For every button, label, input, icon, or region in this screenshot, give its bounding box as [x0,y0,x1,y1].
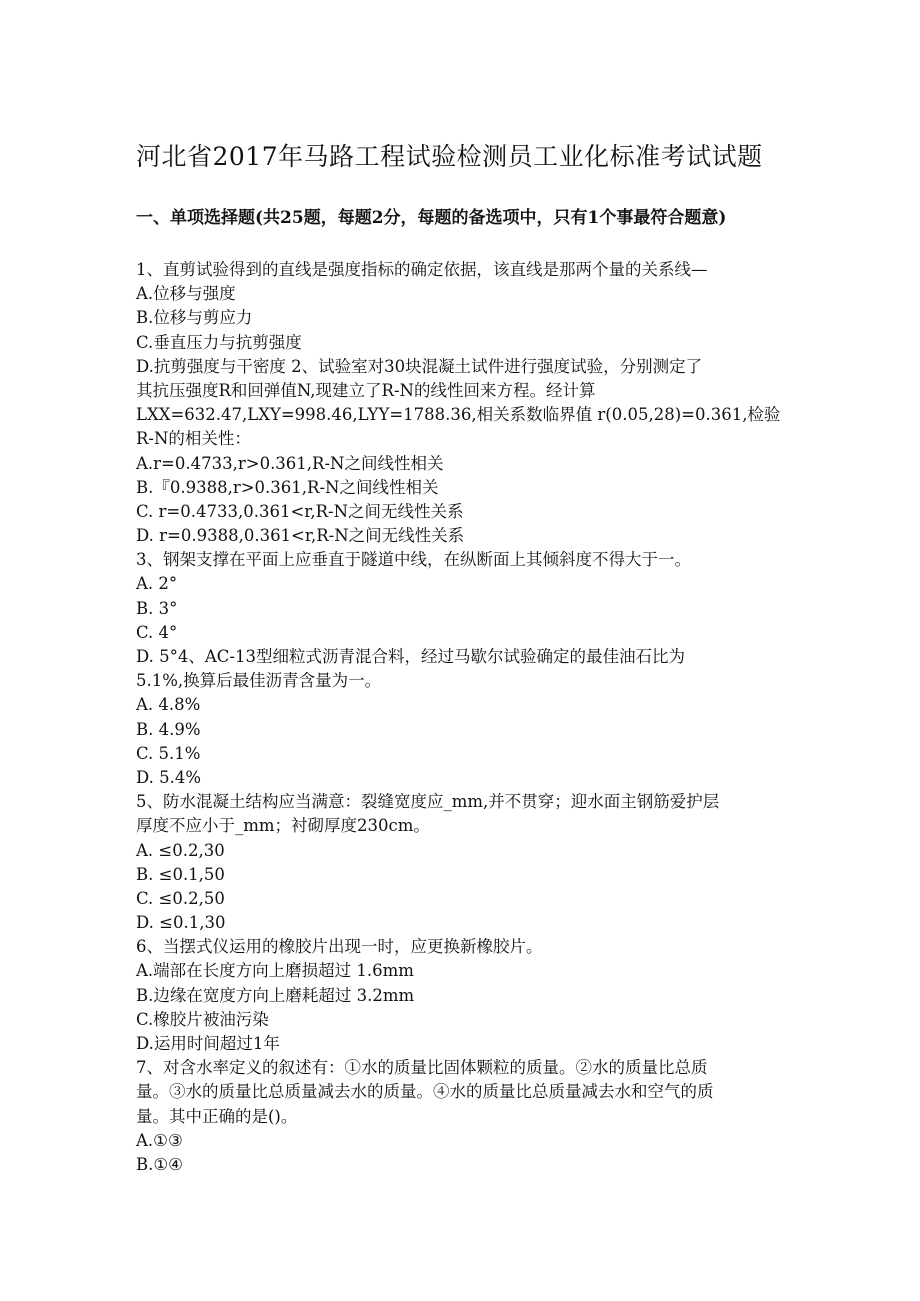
text-line: B.『0.9388,r>0.361,R-N之间线性相关 [136,477,439,497]
text-line: C. ≤0.2,50 [136,888,225,908]
text-line: 5.1%,换算后最佳沥青含量为一。 [136,671,382,691]
text-line: A.端部在长度方向上磨损超过 1.6mm [136,961,414,981]
text-line: B.边缘在宽度方向上磨耗超过 3.2mm [136,985,415,1005]
text-line: 3、钢架支撑在平面上应垂直于隧道中线，在纵断面上其倾斜度不得大于一。 [136,550,691,570]
text-line: B. ≤0.1,50 [136,864,225,884]
text-line: B.①④ [136,1154,183,1174]
text-line: A. ≤0.2,30 [136,840,225,860]
text-line: 厚度不应小于_mm；衬砌厚度230cm。 [136,816,430,836]
text-line: D. 5.4% [136,767,202,787]
text-line: 其抗压强度R和回弹值N,现建立了R-N的线性回来方程。经计算 [136,380,596,400]
text-line: C. 5.1% [136,743,201,763]
text-line: A. 4.8% [136,695,201,715]
text-line: 量。③水的质量比总质量减去水的质量。④水的质量比总质量减去水和空气的质 [136,1082,714,1102]
question-body [136,258,791,1177]
text-line: C. 4° [136,622,178,642]
text-line: 6、当摆式仪运用的橡胶片出现一时，应更换新橡胶片。 [136,937,543,957]
text-line: B.位移与剪应力 [136,308,253,328]
text-line: D. r=0.9388,0.361<r,R-N之间无线性关系 [136,526,465,546]
text-line: B. 4.9% [136,719,201,739]
text-line: A. 2° [136,574,178,594]
text-line: D. ≤0.1,30 [136,913,226,933]
text-line: 7、对含水率定义的叙述有：①水的质量比固体颗粒的质量。②水的质量比总质 [136,1058,708,1078]
text-line: B. 3° [136,598,178,618]
text-line: 1、直剪试验得到的直线是强度指标的确定依据，该直线是那两个量的关系线— [136,260,708,279]
text-line: R-N的相关性： [136,429,251,449]
text-line: LXX=632.47,LXY=998.46,LYY=1788.36,相关系数临界值 r(0.05,28)=0.361,检验 [136,405,781,425]
text-line: C. r=0.4733,0.361<r,R-N之间无线性关系 [136,501,464,521]
text-line: D. 5°4、AC-13型细粒式沥青混合料，经过马歇尔试验确定的最佳油石比为 [136,647,685,666]
text-line: A.r=0.4733,r>0.361,R-N之间线性相关 [136,453,444,473]
text-line: A.①③ [136,1130,183,1150]
text-line: C.垂直压力与抗剪强度 [136,332,302,352]
text-line: 量。其中正确的是()。 [136,1106,298,1126]
document-title: 河北省2017年马路工程试验检测员工业化标准考试试题 [136,142,763,171]
text-line: 5、防水混凝土结构应当满意：裂缝宽度应_mm,并不贯穿；迎水面主钢筋爱护层 [136,792,720,812]
text-line: C.橡胶片被油污染 [136,1009,269,1029]
text-line: A.位移与强度 [136,284,236,304]
section-heading: 一、单项选择题(共25题，每题2分，每题的备选项中，只有1个事最符合题意) [136,208,727,228]
text-line: D.抗剪强度与干密度 2、试验室对30块混凝土试件进行强度试验，分别测定了 [136,356,703,376]
text-line: D.运用时间超过1年 [136,1034,280,1053]
